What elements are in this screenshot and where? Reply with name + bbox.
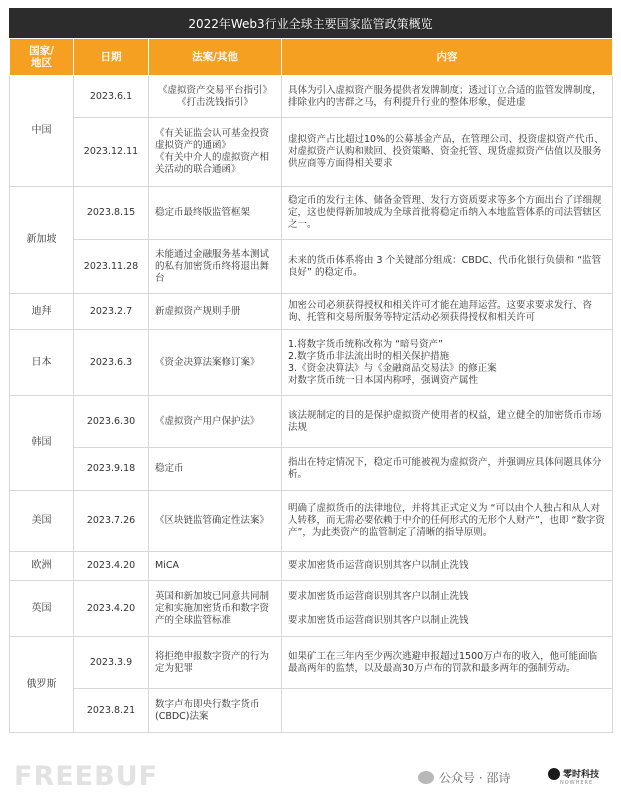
law-cell: 《虚拟资产用户保护法》 — [149, 396, 282, 448]
law-cell: 稳定币最终版监管框架 — [149, 187, 282, 240]
country-cell: 新加坡 — [10, 187, 74, 294]
table-row — [10, 118, 613, 187]
law-cell: 未能通过金融服务基本测试的私有加密货币终将退出舞台 — [149, 240, 282, 294]
content-cell: 具体为引入虚拟资产服务提供者发牌制度；透过订立合适的监管发牌制度，排除业内的害群之马，有利提升行业的整体形象，促进虚 — [282, 76, 613, 118]
wechat-account[interactable] — [418, 769, 510, 786]
country-cell: 韩国 — [10, 396, 74, 491]
content-cell: 指出在特定情况下，稳定币可能被视为虚拟资产，并强调应具体问题具体分析。 — [282, 448, 613, 491]
date-cell: 2023.6.1 — [74, 76, 149, 118]
wechat-label: 公众号 · 邵诗 — [439, 771, 511, 785]
brand-mark-icon — [548, 768, 560, 780]
content-cell: 如果矿工在三年内至少两次逃避申报超过1500万卢布的收入，他可能面临最高两年的监禁，以及最高30万卢布的罚款和最多两年的强制劳动。 — [282, 637, 613, 689]
law-cell: 《资金决算法案修订案》 — [149, 330, 282, 396]
law-cell: 英国和新加坡已同意共同制定和实施加密货币和数字资产的全球监管标准 — [149, 581, 282, 637]
country-cell: 俄罗斯 — [10, 637, 74, 733]
brand-logo — [548, 767, 600, 786]
header-content: 内容 — [282, 39, 613, 76]
date-cell: 2023.12.11 — [74, 118, 149, 187]
date-cell: 2023.6.3 — [74, 330, 149, 396]
table-row — [10, 76, 613, 118]
date-cell: 2023.7.26 — [74, 491, 149, 552]
law-cell: 《区块链监管确定性法案》 — [149, 491, 282, 552]
header-row — [10, 39, 613, 76]
content-cell: 加密公司必须获得授权和相关许可才能在迪拜运营。这要求要求发行、咨询、托管和交易所服务等特定活动必须获得授权和相关许可 — [282, 294, 613, 330]
content-cell: 未来的货币体系将由 3 个关键部分组成：CBDC、代币化银行负债和 “监管良好” 的稳定币。 — [282, 240, 613, 294]
table-row — [10, 552, 613, 581]
law-cell: 稳定币 — [149, 448, 282, 491]
wechat-icon — [418, 771, 434, 784]
date-cell: 2023.9.18 — [74, 448, 149, 491]
header-law: 法案/其他 — [149, 39, 282, 76]
table-row — [10, 637, 613, 689]
footer — [0, 759, 621, 799]
country-cell: 日本 — [10, 330, 74, 396]
table-row — [10, 491, 613, 552]
freebuf-watermark: FREEBUF — [14, 761, 159, 792]
content-cell: 该法规制定的目的是保护虚拟资产使用者的权益，建立健全的加密货币市场法规 — [282, 396, 613, 448]
table-row — [10, 240, 613, 294]
date-cell: 2023.6.30 — [74, 396, 149, 448]
country-cell: 英国 — [10, 581, 74, 637]
date-cell: 2023.2.7 — [74, 294, 149, 330]
table-title: 2022年Web3行业全球主要国家监管政策概览 — [9, 8, 612, 38]
law-cell: 《虚拟资产交易平台指引》 《打击洗钱指引》 — [149, 76, 282, 118]
country-cell: 欧洲 — [10, 552, 74, 581]
table-row — [10, 187, 613, 240]
country-cell: 迪拜 — [10, 294, 74, 330]
table-row — [10, 581, 613, 637]
table-row — [10, 396, 613, 448]
content-cell: 明确了虚拟货币的法律地位，并将其正式定义为 “可以由个人独占和从人对人转移，而无需必要依赖于中介的任何形式的无形个人财产”，也即 “数字资产”，为此类资产的监管制定了清晰的指导原则。 — [282, 491, 613, 552]
date-cell: 2023.8.15 — [74, 187, 149, 240]
brand-name: 零时科技 — [563, 770, 600, 780]
policy-table — [9, 38, 613, 733]
law-cell: 数字卢布即央行数字货币(CBDC)法案 — [149, 689, 282, 733]
date-cell: 2023.4.20 — [74, 552, 149, 581]
content-cell — [282, 689, 613, 733]
content-cell: 稳定币的发行主体、储备金管理、发行方资质要求等多个方面出台了详细规定，这也使得新加坡成为全球首批将稳定币纳入本地监管体系的司法管辖区之一。 — [282, 187, 613, 240]
policy-sheet — [9, 8, 612, 759]
date-cell: 2023.3.9 — [74, 637, 149, 689]
table-row — [10, 294, 613, 330]
law-cell: 新虚拟资产规则手册 — [149, 294, 282, 330]
content-cell: 要求加密货币运营商识别其客户以制止洗钱 — [282, 552, 613, 581]
date-cell: 2023.8.21 — [74, 689, 149, 733]
content-cell: 虚拟资产占比超过10%的公募基金产品，在管理公司、投资虚拟资产代币、对虚拟资产认购和赎回、投资策略、资金托管、现货虚拟资产估值以及服务供应商等方面得相关要求 — [282, 118, 613, 187]
country-cell: 美国 — [10, 491, 74, 552]
law-cell: MiCA — [149, 552, 282, 581]
date-cell: 2023.11.28 — [74, 240, 149, 294]
content-cell: 1.将数字货币统称改称为 “暗号资产” 2.数字货币非法流出时的相关保护措施 3.《资金决算法》与《金融商品交易法》的修正案 对数字货币统一日本国内称呼，强调资产属性 — [282, 330, 613, 396]
table-row — [10, 689, 613, 733]
brand-subtitle: NOWHERE — [560, 780, 594, 786]
law-cell: 《有关证监会认可基金投资虚拟资产的通函》 《有关中介人的虚拟资产相关活动的联合通函》 — [149, 118, 282, 187]
header-date: 日期 — [74, 39, 149, 76]
date-cell: 2023.4.20 — [74, 581, 149, 637]
content-cell: 要求加密货币运营商识别其客户以制止洗钱 要求加密货币运营商识别其客户以制止洗钱 — [282, 581, 613, 637]
table-row — [10, 330, 613, 396]
header-country: 国家/ 地区 — [10, 39, 74, 76]
law-cell: 将拒绝申报数字资产的行为定为犯罪 — [149, 637, 282, 689]
country-cell: 中国 — [10, 76, 74, 187]
table-row — [10, 448, 613, 491]
